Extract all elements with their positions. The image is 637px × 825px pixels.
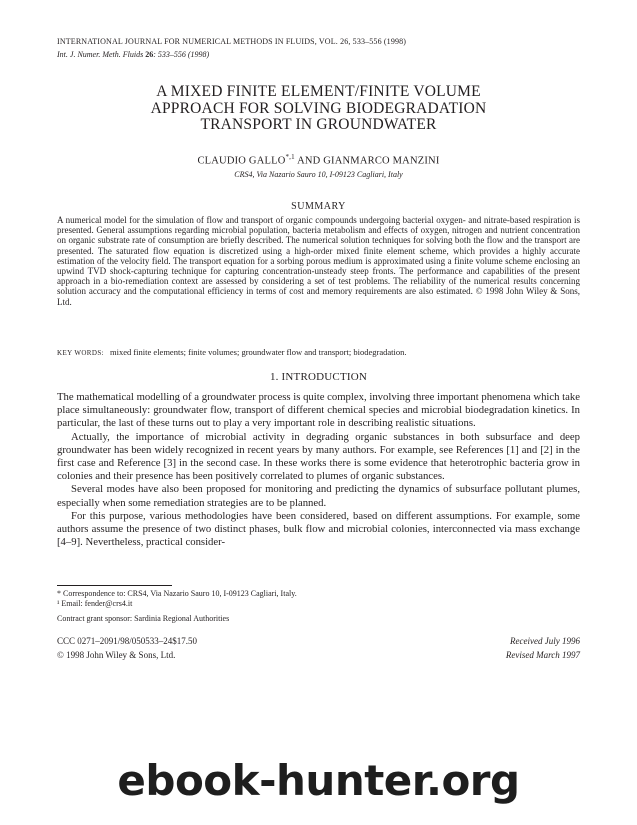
- citation-volume: 26: [145, 50, 154, 59]
- citation-pages: : 533–556 (1998): [153, 50, 210, 59]
- author-1: CLAUDIO GALLO: [197, 155, 286, 167]
- footnote-divider: [57, 585, 172, 586]
- copyright: © 1998 John Wiley & Sons, Ltd.: [57, 650, 176, 660]
- summary-heading: SUMMARY: [291, 201, 346, 212]
- introduction-body: [57, 391, 580, 549]
- paragraph: Actually, the importance of microbial activity in degrading organic substances in both subsurface and deep groundwater has been widely recognized in recent years by many authors. For example, see References [1] and [2] in the first case and Reference [3] in the second case. In these works there is some evidence that heterotrophic bacteria grow in colonies and their presence has been positively correlated to plumes of organic substances.: [57, 430, 580, 483]
- watermark: ebook-hunter.org: [117, 756, 520, 805]
- author-rest: AND GIANMARCO MANZINI: [294, 155, 440, 167]
- title-line-1: A MIXED FINITE ELEMENT/FINITE VOLUME: [156, 83, 481, 100]
- footnote-email: ¹ Email: fender@crs4.it: [57, 599, 133, 608]
- citation-line: [57, 50, 209, 59]
- affiliation: CRS4, Via Nazario Sauro 10, I-09123 Cagliari, Italy: [234, 170, 403, 179]
- grant-sponsor: Contract grant sponsor: Sardinia Regional Authorities: [57, 614, 230, 623]
- footnote-correspondence: * Correspondence to: CRS4, Via Nazario Sauro 10, I-09123 Cagliari, Italy.: [57, 589, 297, 598]
- title-line-3: TRANSPORT IN GROUNDWATER: [200, 116, 437, 133]
- paragraph: For this purpose, various methodologies have been considered, based on different assumptions. For example, some authors assume the presence of two distinct phases, bulk flow and microbial colonies, interconnected via mass exchange [4–9]. Nevertheless, practical consider-: [57, 509, 580, 549]
- journal-header: INTERNATIONAL JOURNAL FOR NUMERICAL METHODS IN FLUIDS, VOL. 26, 533–556 (1998): [57, 37, 407, 46]
- ccc-code: CCC 0271–2091/98/050533–24$17.50: [57, 636, 198, 646]
- title-line-2: APPROACH FOR SOLVING BIODEGRADATION: [150, 99, 487, 117]
- citation-abbrev: Int. J. Numer. Meth. Fluids: [57, 50, 144, 59]
- summary-text: A numerical model for the simulation of flow and transport of organic compounds undergoing bacterial oxygen- and nitrate-based respiration is presented. General assumptions regarding microbial population, bacteria metabolism and effects of oxygen, nitrogen and nutrient concentration on organic substrate rate of consumption are briefly described. The numerical solution techniques for solving both the flow and the transport are presented. The saturated flow equation is discretized using a high-order mixed finite element scheme, which provides a highly accurate estimation of the velocity field. The transport equation for a sorbing porous medium is approximated using a finite volume scheme enclosing an upwind TVD shock-capturing technique for capturing concentration-unsteady steep fronts. The performance and capabilities of the present approach in a bio-remediation context are assessed by considering a set of test problems. The reliability of the numerical results concerning solution accuracy and the computational efficiency in terms of cost and memory requirements are also estimated. © 1998 John Wiley & Sons, Ltd.: [57, 215, 580, 307]
- received-date: Received July 1996: [510, 636, 580, 646]
- keywords-label: KEY WORDS:: [57, 349, 104, 357]
- section-heading-introduction: 1. INTRODUCTION: [269, 371, 368, 383]
- keywords: [57, 347, 406, 357]
- keywords-text: mixed finite elements; finite volumes; groundwater flow and transport; biodegradation.: [109, 347, 407, 357]
- paragraph: The mathematical modelling of a groundwater process is quite complex, involving three important phenomena which take place simultaneously: groundwater flow, transport of different chemical species and microbial biodegradation kinetics. In particular, the last of these turns out to play a very important role in describing realistic situations.: [57, 391, 580, 430]
- paragraph: Several modes have also been proposed for monitoring and predicting the dynamics of subsurface pollutant plumes, especially when some remediation strategies are to be planned.: [57, 483, 580, 509]
- author-list: [0, 153, 637, 167]
- author-1-marks: *,1: [285, 153, 295, 161]
- revised-date: Revised March 1997: [505, 650, 580, 660]
- paper-title: [0, 84, 637, 134]
